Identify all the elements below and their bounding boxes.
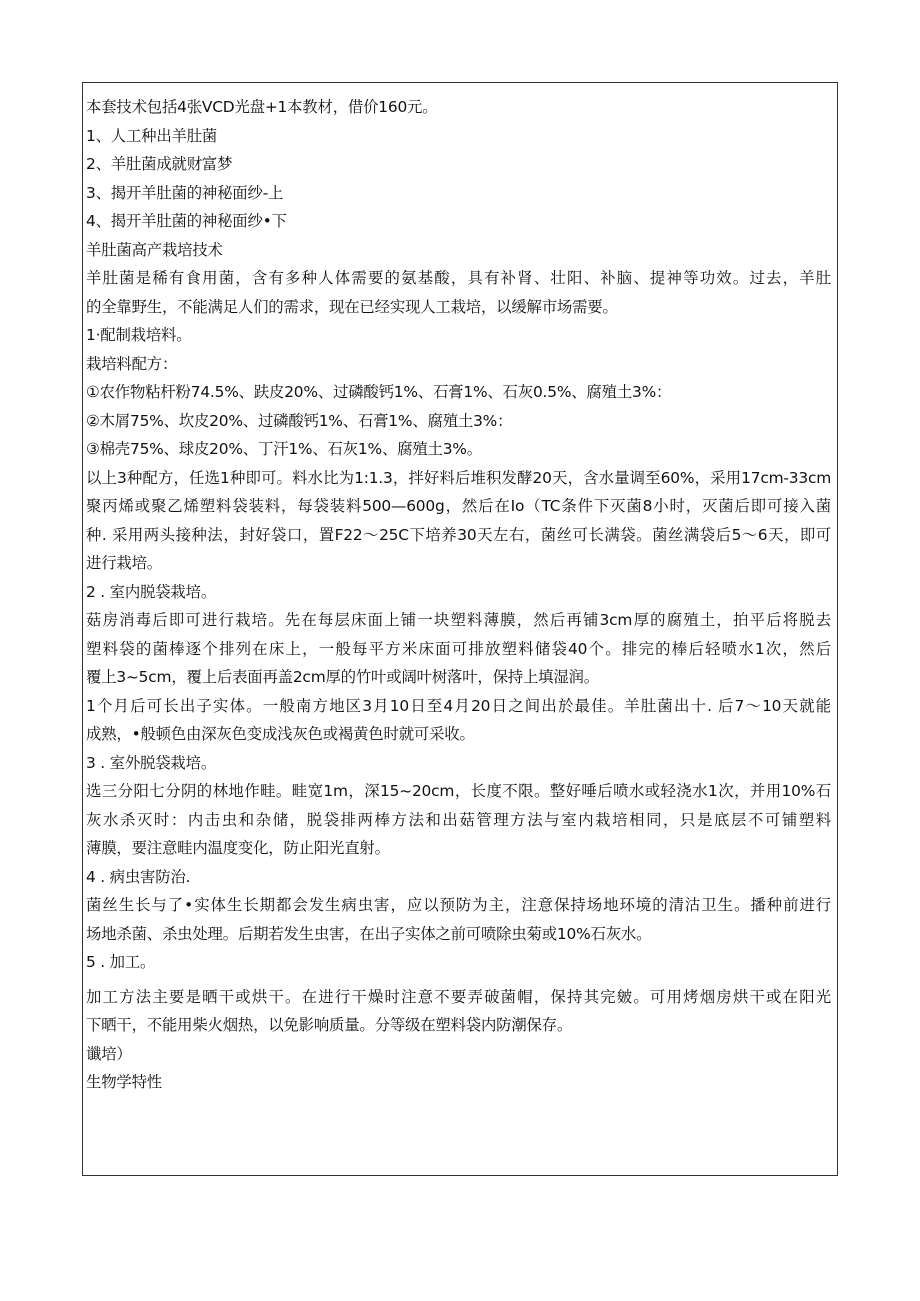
text-line: 谶培） <box>86 1044 132 1063</box>
text-line: 羊肚菌是稀有食用菌，含有多种人体需要的氨基酸，具有补肾、壮阳、补脑、提神等功效。过去，羊肚 <box>86 269 831 287</box>
text-line: 以上3种配方，任选1种即可。料水比为1:1.3，拌好料后堆积发酵20天，含水量调至60%，采用17cm-33cm <box>86 468 831 487</box>
text-line: 2 . 室内脱袋栽培。 <box>86 582 217 601</box>
text-line: 4、揭开羊肚菌的神秘面纱•下 <box>86 212 287 230</box>
text-line: 选三分阳七分阴的林地作畦。畦宽1m，深15~20cm，长度不限。整好唾后喷水或轻浇水1次，并用10%石 <box>86 782 831 800</box>
text-line: 的全靠野生，不能满足人们的需求，现在已经实现人工栽培，以缓解市场需要。 <box>86 297 618 316</box>
text-line: 1、人工种出羊肚菌 <box>86 126 218 145</box>
text-line: 栽培料配方： <box>86 354 178 373</box>
text-line: 薄膜，要注意畦内温度变化，防止阳光直射。 <box>86 839 390 857</box>
text-line: 塑料袋的菌棒逐个排列在床上，一般每平方米床面可排放塑料储袋40个。排完的棒后轻喷水1次，然后 <box>86 639 831 658</box>
text-line: 3、揭开羊肚菌的神秘面纱-上 <box>86 183 284 202</box>
text-line: 2、羊肚菌成就财富梦 <box>86 155 233 173</box>
text-line: 成熟，•般顿色由深灰色变成浅灰色或褐黄色时就可采收。 <box>86 725 475 743</box>
text-line: 1个月后可长出子实体。一般南方地区3月10日至4月20日之间出於最佳。羊肚菌出十. 后7～10天就能 <box>86 696 831 715</box>
text-line: 4 . 病虫害防治. <box>86 867 191 886</box>
text-line: 5 . 加工。 <box>86 953 156 971</box>
text-line: 3 . 室外脱袋栽培。 <box>86 753 217 772</box>
text-line: 本套技术包括4张VCD光盘+1本教材，借价160元。 <box>86 98 438 116</box>
text-line: 进行栽培。 <box>86 554 162 572</box>
text-line: 场地杀菌、杀虫处理。后期若发生虫害，在出子实体之前可喷除虫菊或10%石灰水。 <box>86 924 652 943</box>
text-line: 生物学特性 <box>86 1073 162 1091</box>
text-line: 羊肚菌高产栽培技术 <box>86 240 223 259</box>
text-line: 覆上3~5cm，覆上后表面再盖2cm厚的竹叶或阔叶树落叶，保持上填湿润。 <box>86 668 599 686</box>
text-line: 1·配制栽培料。 <box>86 326 192 344</box>
text-line: 菇房消毒后即可进行栽培。先在每层床面上铺一块塑料薄膜，然后再铺3cm厚的腐殖土，拍平后将脱去 <box>86 611 831 629</box>
text-line: 菌丝生长与了•实体生长期都会发生病虫害，应以预防为主，注意保持场地环境的清沽卫生。播种前进行 <box>86 896 831 914</box>
text-line: 灰水杀灭时：内击虫和杂储，脱袋排两棒方法和出菇管理方法与室内栽培相同，只是底层不可铺塑料 <box>86 810 831 829</box>
text-line: ①农作物粘杆粉74.5%、趺皮20%、过磷酸钙1%、石膏1%、石灰0.5%、腐殖土3%： <box>86 383 672 401</box>
document-body <box>86 93 831 1097</box>
text-line: 种. 采用两头接种法，封好袋口，置F22～25C下培养30天左右，菌丝可长满袋。菌丝满袋后5～6天，即可 <box>86 525 831 544</box>
text-line: 聚丙烯或聚乙烯塑料袋装料，每袋装料500—600g，然后在Io（TC条件下灭菌8小时，灭菌后即可接入菌 <box>86 497 831 515</box>
document-frame <box>82 82 838 1176</box>
text-line: 下晒干，不能用柴火烟热，以免影响质量。分等级在塑料袋内防潮保存。 <box>86 1016 573 1034</box>
text-line: ②木屑75%、坎皮20%、过磷酸钙1%、石膏1%、腐殖土3%： <box>86 411 513 430</box>
text-line: ③棉壳75%、球皮20%、丁汗1%、石灰1%、腐殖土3%。 <box>86 440 482 458</box>
text-line: 加工方法主要是晒干或烘干。在进行干燥时注意不要弄破菌帽，保持其完皴。可用烤烟房烘干或在阳光 <box>86 987 831 1006</box>
